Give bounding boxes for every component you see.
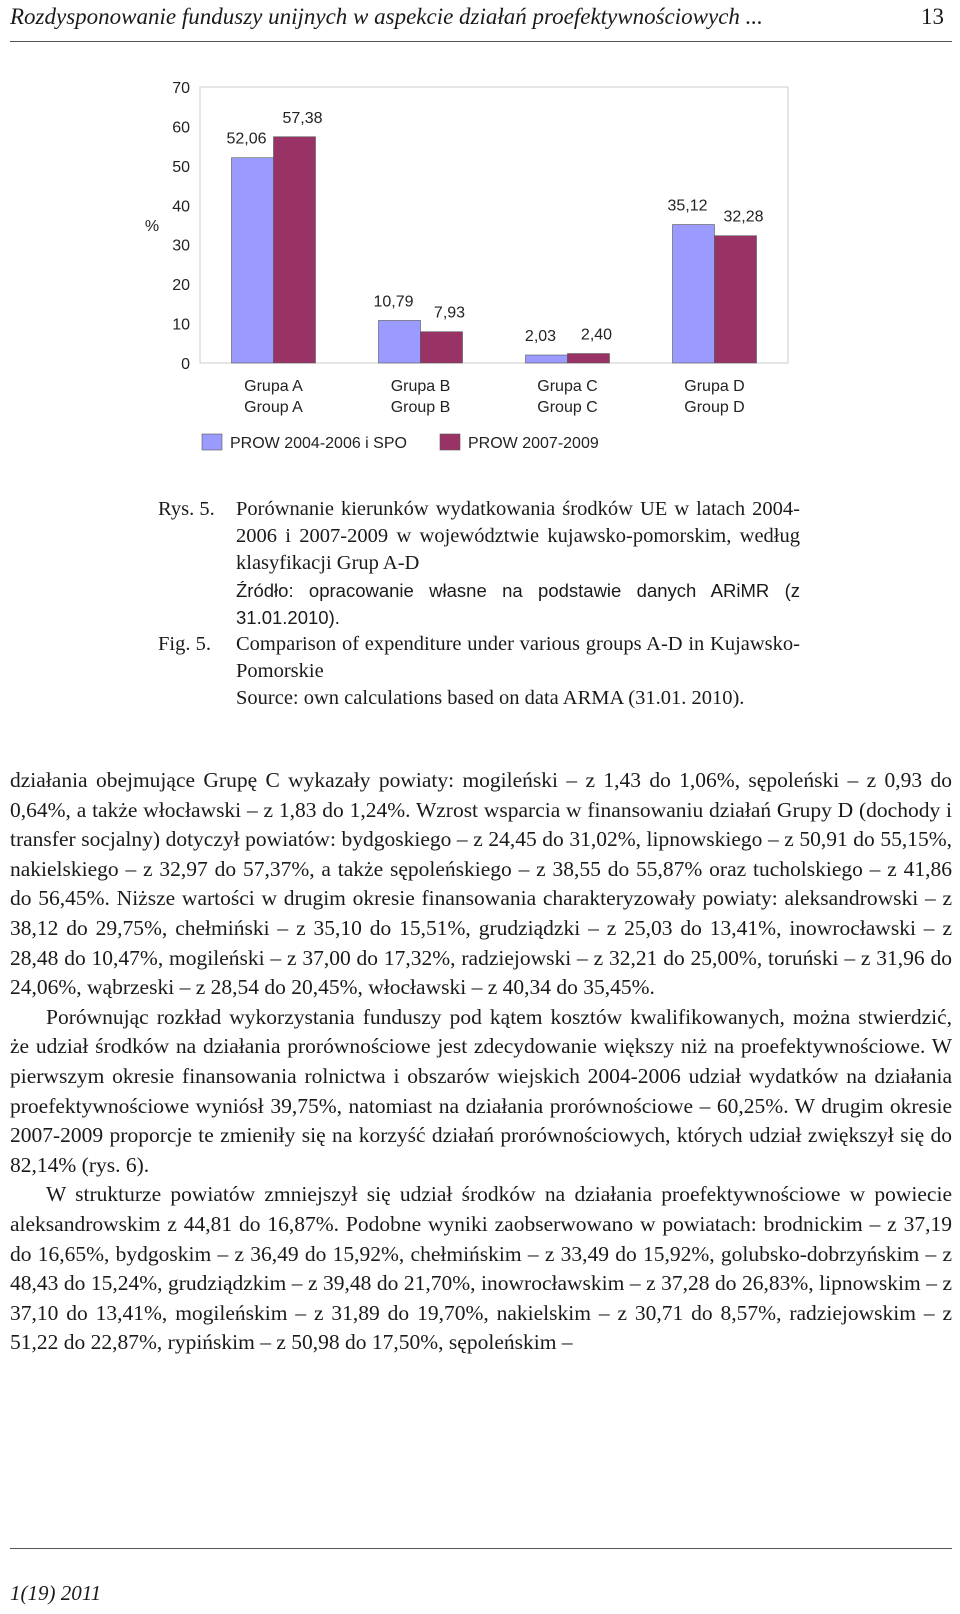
caption-source-en: Source: own calculations based on data ARMA (31.01. 2010).: [236, 687, 745, 709]
y-tick-label: 60: [172, 119, 190, 137]
header-divider: [10, 41, 952, 42]
legend-swatch: [440, 434, 460, 450]
x-tick-label: Group D: [684, 399, 745, 416]
data-label: 10,79: [373, 293, 414, 311]
chart-bars: [232, 137, 757, 363]
x-tick-label: Grupa D: [684, 378, 745, 395]
bar: [568, 354, 610, 363]
legend-entry: PROW 2004-2006 i SPO: [230, 435, 407, 452]
caption-text-pl: Porównanie kierunków wydatkowania środków UE w latach 2004-2006 i 2007-2009 w województwie kujawsko-pomorskim, według klasyfikacji Grup A-D: [236, 498, 800, 574]
bar: [274, 137, 316, 363]
running-head: [10, 4, 950, 30]
caption-label-en: Fig. 5.: [158, 633, 211, 655]
caption-text-en: Comparison of expenditure under various groups A-D in Kujawsko-Pomorskie: [236, 633, 800, 682]
y-tick-label: 40: [172, 198, 190, 216]
paragraph-3: W strukturze powiatów zmniejszył się udział środków na działania proefektywnościowe w powiecie aleksandrowskim z 44,81 do 16,87%. Podobne wyniki zaobserwowano w powiatach: brodnickim – z 37,19 do 16,65%, bydgoskim – z 36,49 do 15,92%, chełmińskim – z 33,49 do 15,92%, golubsko-dobrzyńskim – z 48,43 do 15,24%, grudziądzkim – z 39,48 do 21,70%, inowrocławskim – z 37,28 do 26,83%, lipnowskim – z 37,10 do 13,41%, mogileńskim – z 31,89 do 19,70%, nakielskim – z 30,71 do 8,57%, radziejowskim – z 51,22 do 22,87%, rypińskim – z 50,98 do 17,50%, sępoleńskim –: [10, 1182, 952, 1355]
bar: [715, 236, 757, 363]
data-label: 2,40: [580, 326, 613, 344]
bar-chart: [0, 50, 960, 475]
x-tick-label: Group C: [537, 399, 598, 416]
bar: [232, 158, 274, 363]
footer-divider: [10, 1548, 952, 1549]
issue-number: 1(19) 2011: [10, 1581, 102, 1605]
paragraph-2: Porównując rozkład wykorzystania funduszy pod kątem kosztów kwalifikowanych, można stwierdzić, że udział środków na działania prorównościowe jest zdecydowanie większy niż na proefektywnościowe. W pierwszym okresie finansowania rolnictwa i obszarów wiejskich 2004-2006 udział wydatków na działania proefektywnościowe wyniósł 39,75%, natomiast na działania prorównościowe – 60,25%. W drugim okresie 2007-2009 proporcje te zmieniły się na korzyść działań prorównościowych, których udział zwiększył się do 82,14% (rys. 6).: [10, 1004, 952, 1177]
chart-legend: [202, 434, 599, 452]
caption-label-pl: Rys. 5.: [158, 498, 215, 520]
y-tick-label: 0: [181, 356, 190, 373]
y-tick-label: 50: [172, 158, 190, 176]
y-tick-label: 70: [172, 80, 190, 97]
data-label: 7,93: [433, 304, 466, 322]
data-label: 57,38: [282, 109, 323, 127]
bar: [673, 225, 715, 363]
x-tick-label: Grupa C: [537, 378, 598, 395]
x-tick-label: Grupa A: [244, 378, 303, 395]
running-head-title: Rozdysponowanie funduszy unijnych w aspekcie działań proefektywnościowych ...: [10, 4, 763, 29]
paragraph-1: działania obejmujące Grupę C wykazały powiaty: mogileński – z 1,43 do 1,06%, sępoleński – z 0,93 do 0,64%, a także włocławski – z 1,83 do 1,24%. Wzrost wsparcia w finansowaniu działań Grupy D (dochody i transfer socjalny) dotyczył powiatów: bydgoskiego – z 24,45 do 31,02%, lipnowskiego – z 50,91 do 55,15%, nakielskiego – z 32,97 do 57,37%, a także sępoleńskiego – z 38,55 do 55,87% oraz tucholskiego – z 41,86 do 56,45%. Niższe wartości w drugim okresie finansowania charakteryzowały powiaty: aleksandrowski – z 38,12 do 29,75%, chełmiński – z 35,10 do 15,51%, grudziądzki – z 25,03 do 13,41%, inowrocławski – z 28,48 do 10,47%, mogileński – z 37,00 do 17,32%, radziejowski – z 32,21 do 25,00%, toruński – z 31,96 do 24,06%, wąbrzeski – z 28,54 do 20,45%, włocławski – z 40,34 do 35,45%.: [10, 768, 952, 1000]
body-text: [10, 766, 952, 1358]
legend-entry: PROW 2007-2009: [468, 435, 599, 452]
data-label: 32,28: [723, 208, 764, 226]
legend-swatch: [202, 434, 222, 450]
footer: [10, 1581, 101, 1606]
y-axis-label: %: [144, 218, 160, 235]
data-label: 2,03: [524, 327, 557, 345]
y-tick-label: 30: [172, 237, 190, 255]
bar: [526, 355, 568, 363]
bar: [379, 320, 421, 363]
y-tick-label: 20: [172, 277, 190, 295]
data-label: 52,06: [226, 130, 267, 148]
x-tick-label: Grupa B: [390, 378, 451, 395]
bar: [421, 332, 463, 363]
caption-source-pl: Źródło: opracowanie własne na podstawie danych ARiMR (z 31.01.2010).: [236, 580, 800, 628]
x-tick-label: Group A: [244, 399, 303, 416]
page-number: 13: [921, 4, 944, 29]
figure-caption: [158, 496, 800, 712]
y-tick-label: 10: [172, 316, 190, 334]
x-tick-label: Group B: [390, 399, 451, 416]
data-label: 35,12: [667, 197, 708, 215]
